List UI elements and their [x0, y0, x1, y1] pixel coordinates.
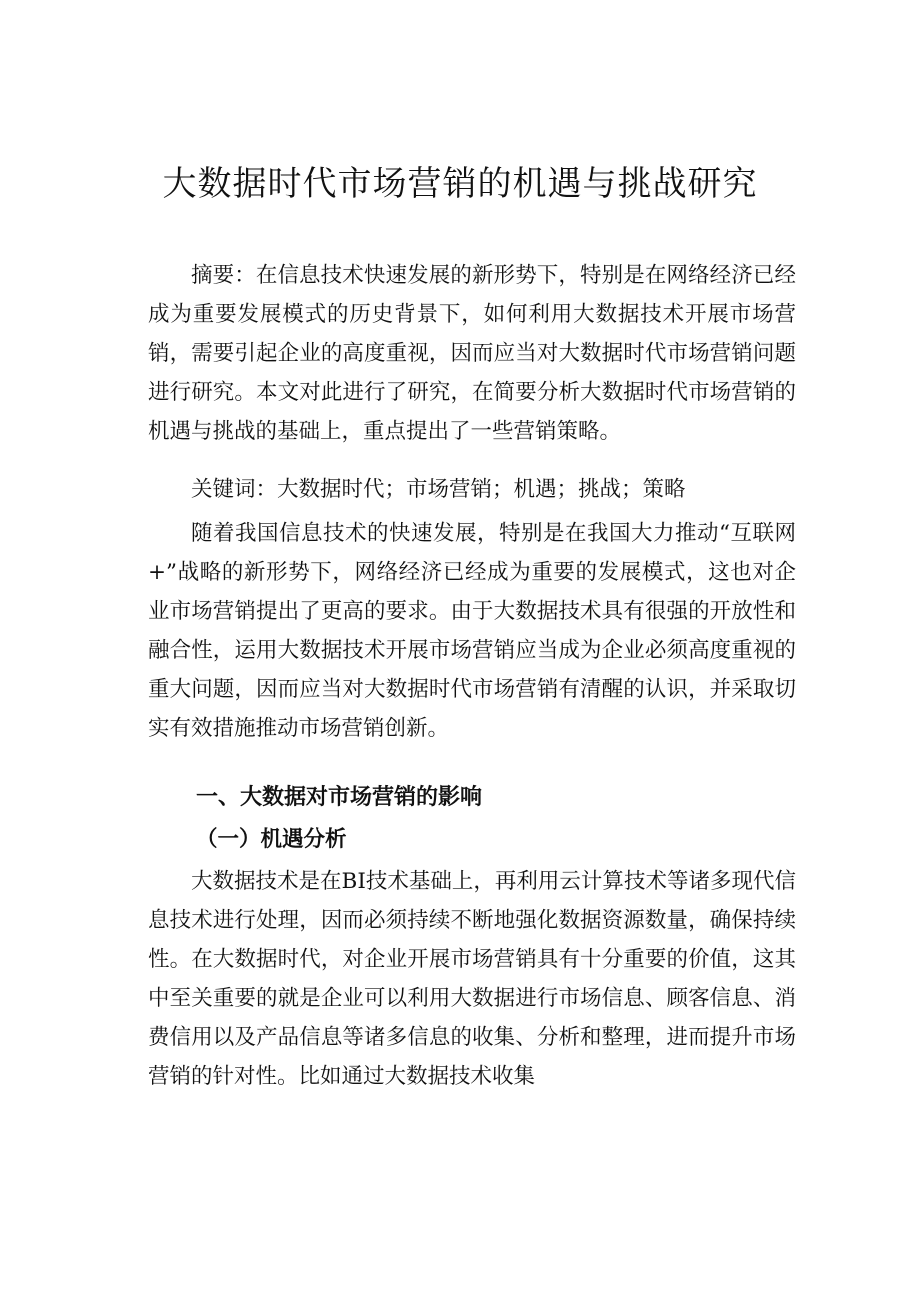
keywords-paragraph: 关键词：大数据时代；市场营销；机遇；挑战；策略	[191, 477, 686, 502]
section-heading: 一、大数据对市场营销的影响	[196, 785, 483, 810]
intro-paragraph: 随着我国信息技术的快速发展，特别是在我国大力推动“互联网+”战略的新形势下，网络经济已经成为重要的发展模式，这也对企业市场营销提出了更高的要求。由于大数据技术具有很强的开放性和融合性，运用大数据技术开展市场营销应当成为企业必须高度重视的重大问题，因而应当对大数据时代市场营销有清醒的认识，并采取切实有效措施推动市场营销创新。	[148, 521, 796, 741]
subsection-heading: （一）机遇分析	[196, 827, 347, 852]
abstract-paragraph: 摘要：在信息技术快速发展的新形势下，特别是在网络经济已经成为重要发展模式的历史背景下，如何利用大数据技术开展市场营销，需要引起企业的高度重视，因而应当对大数据时代市场营销问题进行研究。本文对此进行了研究，在简要分析大数据时代市场营销的机遇与挑战的基础上，重点提出了一些营销策略。	[148, 263, 796, 444]
document-title: 大数据时代市场营销的机遇与挑战研究	[162, 164, 758, 204]
subsection-body-paragraph: 大数据技术是在BI技术基础上，再利用云计算技术等诸多现代信息技术进行处理，因而必须持续不断地强化数据资源数量，确保持续性。在大数据时代，对企业开展市场营销具有十分重要的价值，这其中至关重要的就是企业可以利用大数据进行市场信息、顾客信息、消费信用以及产品信息等诸多信息的收集、分析和整理，进而提升市场营销的针对性。比如通过大数据技术收集	[148, 869, 796, 1089]
